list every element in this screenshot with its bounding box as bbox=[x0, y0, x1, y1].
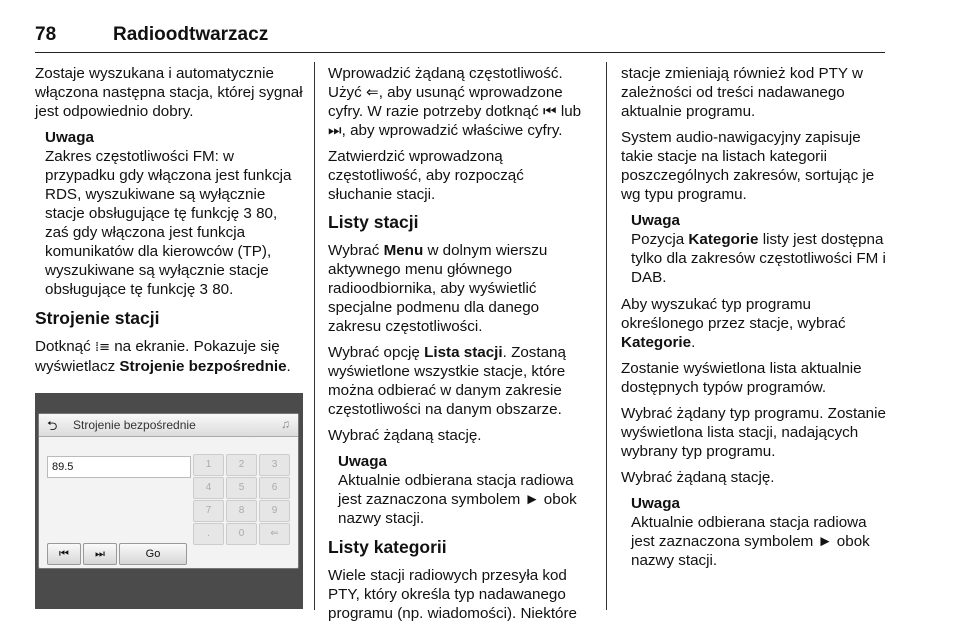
note-ref: 3 80. bbox=[199, 281, 234, 298]
select-station-paragraph: Wybrać żądaną stację. bbox=[621, 469, 775, 486]
go-button[interactable]: Go bbox=[119, 543, 187, 565]
page-header bbox=[35, 22, 885, 53]
note-fm bbox=[35, 128, 303, 299]
category-save-paragraph: System audio-nawigacyjny zapisuje takie stacje na listach kategorii poszczególnych zakresów, sortując je wg typu programu. bbox=[621, 129, 875, 203]
key-7[interactable]: 7 bbox=[193, 500, 224, 522]
pty-paragraph: Wiele stacji radiowych przesyła kod PTY, który określa typ nadawanego programu (np. wiadomości). Niektóre bbox=[328, 567, 577, 622]
page-title: Radioodtwarzacz bbox=[113, 24, 269, 45]
screen-title-bar bbox=[39, 414, 298, 437]
screen-title: Strojenie bezpośrednie bbox=[73, 418, 196, 432]
prev-button[interactable]: ⏮ bbox=[47, 543, 81, 565]
screen-name: Strojenie bezpośrednie bbox=[119, 358, 287, 375]
select-station-paragraph: Wybrać żądaną stację. bbox=[328, 427, 482, 444]
note-text: Aktualnie odbierana stacja radiowa jest zaznaczona symbolem ► obok nazwy stacji. bbox=[338, 472, 577, 527]
pty-change-paragraph: stacje zmieniają również kod PTY w zależności od treści nadawanego aktualnie programu. bbox=[621, 65, 863, 120]
music-note-icon: ♫ bbox=[281, 417, 290, 431]
next-button[interactable]: ⏭ bbox=[83, 543, 117, 565]
keypad bbox=[193, 454, 291, 558]
column-3 bbox=[621, 64, 891, 578]
direct-tuning-screenshot bbox=[35, 393, 303, 609]
tuning-paragraph: Dotknąć ⁞≡ na ekranie. Pokazuje się wyświetlacz Strojenie bezpośrednie. bbox=[35, 338, 291, 375]
column-1 bbox=[35, 64, 303, 383]
back-arrow-icon[interactable]: ⮌ bbox=[47, 418, 58, 433]
column-divider bbox=[606, 62, 607, 610]
note-current-station bbox=[621, 494, 891, 570]
column-2 bbox=[328, 64, 590, 630]
station-list-paragraph: Wybrać opcję Lista stacji. Zostaną wyświetlone wszystkie stacje, które można odbierać w danym zakresie częstotliwości na danym obszarze. bbox=[328, 344, 566, 418]
section-heading: Listy kategorii bbox=[328, 537, 447, 557]
display-screen bbox=[38, 413, 299, 569]
note-label: Uwaga bbox=[45, 129, 94, 146]
tune-icon: ⁞≡ bbox=[94, 340, 110, 355]
note-categories: Uwaga Pozycja Kategorie listy jest dostępna tylko dla zakresów częstotliwości FM i DAB. bbox=[621, 211, 891, 287]
section-heading: Strojenie stacji bbox=[35, 308, 160, 328]
column-divider bbox=[314, 62, 315, 610]
section-heading: Listy stacji bbox=[328, 212, 419, 232]
confirm-paragraph: Zatwierdzić wprowadzoną częstotliwość, aby rozpocząć słuchanie stacji. bbox=[328, 148, 524, 203]
frequency-input[interactable]: 89.5 bbox=[47, 456, 191, 478]
type-list-paragraph: Zostanie wyświetlona lista aktualnie dostępnych typów programów. bbox=[621, 360, 862, 396]
intro-paragraph: Zostaje wyszukana i automatycznie włączona następna stacja, której sygnał jest odpowiednio dobry. bbox=[35, 65, 303, 120]
page-number: 78 bbox=[35, 24, 57, 45]
note-label: Uwaga bbox=[631, 495, 680, 512]
key-2[interactable]: 2 bbox=[226, 454, 257, 476]
select-type-paragraph: Wybrać żądany typ programu. Zostanie wyświetlona lista stacji, nadających wybrany typ programu. bbox=[621, 405, 886, 460]
note-label: Uwaga bbox=[338, 453, 387, 470]
key-6[interactable]: 6 bbox=[259, 477, 290, 499]
note-label: Uwaga bbox=[631, 212, 680, 229]
key-backspace[interactable]: ⇐ bbox=[259, 523, 290, 545]
key-3[interactable]: 3 bbox=[259, 454, 290, 476]
note-text: Aktualnie odbierana stacja radiowa jest zaznaczona symbolem ► obok nazwy stacji. bbox=[631, 514, 870, 569]
key-4[interactable]: 4 bbox=[193, 477, 224, 499]
key-1[interactable]: 1 bbox=[193, 454, 224, 476]
note-ref: 3 80, zaś gdy włączona jest funkcja komunikatów dla kierowców (TP), wyszukiwane są wyłącznie stacje obsługujące tę funkcję bbox=[45, 205, 278, 298]
note-text: Zakres częstotliwości FM: w przypadku gdy włączona jest funkcja RDS, wyszukiwane są wyłącznie stacje obsługujące tę funkcję bbox=[45, 148, 292, 222]
key-5[interactable]: 5 bbox=[226, 477, 257, 499]
key-dot[interactable]: . bbox=[193, 523, 224, 545]
search-type-paragraph: Aby wyszukać typ programu określonego przez stacje, wybrać Kategorie. bbox=[621, 296, 846, 351]
enter-frequency-paragraph: Wprowadzić żądaną częstotliwość. Użyć ⇐, aby usunąć wprowadzone cyfry. W razie potrzeby dotknąć ⏮ lub ⏭, aby wprowadzić właściwe cyfry. bbox=[328, 65, 582, 139]
key-9[interactable]: 9 bbox=[259, 500, 290, 522]
note-current-station bbox=[328, 452, 590, 528]
key-0[interactable]: 0 bbox=[226, 523, 257, 545]
key-8[interactable]: 8 bbox=[226, 500, 257, 522]
menu-paragraph: Wybrać Menu w dolnym wierszu aktywnego menu głównego radioodbiornika, aby wyświetlić specjalne podmenu dla danego zakresu częstotliwości. bbox=[328, 242, 548, 335]
